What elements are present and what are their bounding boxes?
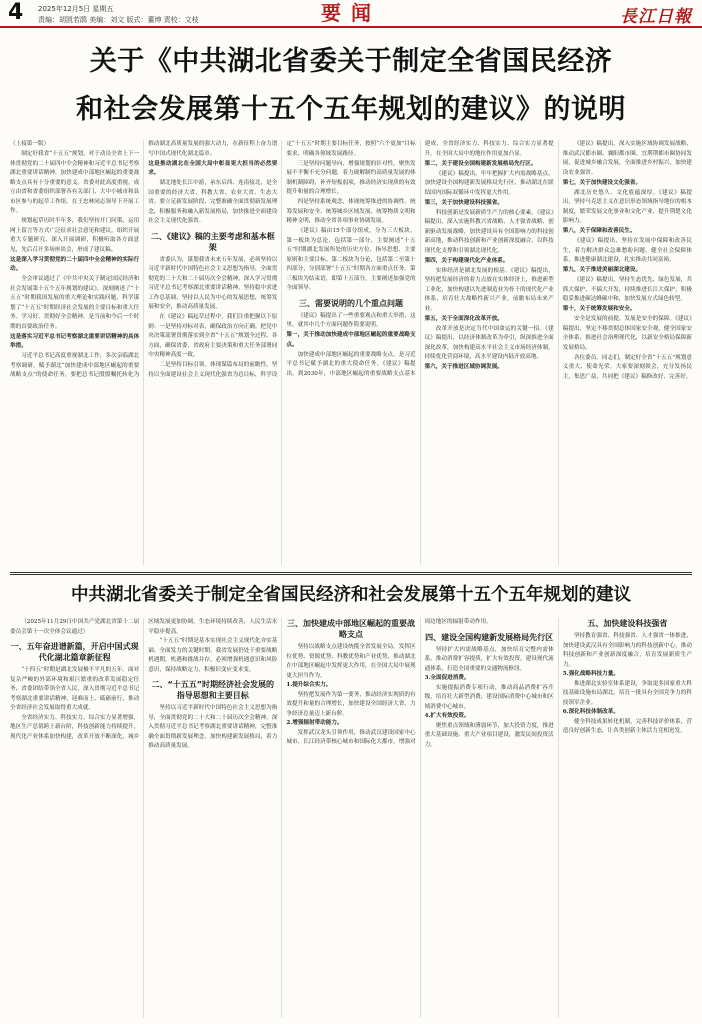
- section-heading: 四、建设全国构建新发展格局先行区: [425, 632, 554, 642]
- section-heading: 五、加快建设科技强省: [587, 619, 668, 628]
- bold-lead-paragraph: 第一，关于推动加快建成中部地区崛起的重要战略支点。: [286, 332, 416, 348]
- paragraph: “十四五”时期是湖北发展极不平凡的五年。面对复杂严峻的外部环境和艰巨繁重的改革发展稳定任务，省委团结带领全省人民，深入贯彻习近平总书记考察湖北重要讲话精神，迎难而上、砥砺前行，推动全省经济社会发展取得重大成就。: [10, 667, 140, 711]
- editor-line: 责编：胡凯若鹃 美编：刘文 版式：董坤 责校：文枝: [38, 16, 199, 24]
- paragraph: 科技创新是发展新质生产力的核心要素。《建议》稿提出，深入实施科教兴省战略、人才强省战略、创新驱动发展战略，加快建设具有全国影响力的科技创新高地，推动科技创新和产业创新深度融合，以科技现代化支撑和引领湖北现代化。: [424, 209, 554, 254]
- bold-lead-paragraph: 第七，关于加快建设文化强省。: [562, 179, 642, 186]
- paragraph: 坚持教育强省、科技强省、人才强省一体推进，加快建设武汉具有全国影响力的科技创新中心，推动科技创新和产业创新深度融合，培育发展新质生产力。: [562, 633, 692, 668]
- paragraph: 《建议》稿提出，深入实施区域协调发展战略，推动武汉都市圈、襄阳都市圈、宜荆荆都市圈协同发展，促进城乡融合发展，全面推进乡村振兴，加快建设农业强省。: [562, 141, 692, 176]
- bold-lead-paragraph: 这是深入学习贯彻党的二十届四中全会精神的实际行动。: [10, 256, 140, 272]
- headline-line-2: 和社会发展第十五个五年规划的建议》的说明: [76, 94, 626, 125]
- paragraph: 《建议》稿提出，坚持生态优先、绿色发展，共抓大保护、不搞大开发，持续推进长江大保护，积极稳妥推进碳达峰碳中和，加快发展方式绿色转型。: [562, 277, 692, 302]
- headline-line-1: 关于《中共湖北省委关于制定全省国民经济: [89, 46, 613, 77]
- headline: [0, 38, 702, 134]
- paragraph: 各位委员、同志们，制定好全省“十五五”规划意义重大、使命光荣。大家要深刻领会，充分发扬民主，集思广益，共同把《建议》稿修改好、完善好。: [562, 354, 692, 380]
- section-heading: 二、“十五五”时期经济社会发展的指导思想和主要目标: [151, 680, 275, 700]
- section-heading: 一、五年奋进谱新篇，开启中国式现代化湖北篇章新征程: [10, 642, 139, 662]
- paragraph: 安全是发展的前提，发展是安全的保障。《建议》稿提出，坚定不移贯彻总体国家安全观，健全国家安全体系，推进社会治理现代化，以新安全格局保障新发展格局。: [562, 316, 692, 351]
- paragraph: “十五五”时期是基本实现社会主义现代化夯实基础、全面发力的关键时期。我省发展仍处于重要战略机遇期，机遇和挑战并存，必须增强机遇意识和风险意识，保持战略定力，积极识变应变求变。: [148, 638, 278, 673]
- section-heading: 三、加快建成中部地区崛起的重要战略支点: [286, 619, 415, 639]
- bold-lead-paragraph: 3.全面促进消费。: [424, 675, 470, 681]
- bold-lead-paragraph: 第八，关于保障和改善民生。: [562, 228, 636, 234]
- bold-lead-paragraph: 第三，关于加快建设科技强省。: [424, 199, 503, 206]
- paragraph: 湖北历史悠久、文化底蕴深厚。《建议》稿提出，坚持马克思主义在意识形态领域指导地位的根本制度，繁荣发展文化事业和文化产业，提升荆楚文化影响力。: [562, 189, 692, 224]
- bold-lead-paragraph: 第六，关于推进区域协调发展。: [424, 364, 503, 370]
- paragraph: 发挥武汉龙头引领作用，推动武汉建设国家中心城市、长江经济带核心城市和国际化大都市，增强对周边地区的辐射带动作用。: [286, 619, 492, 745]
- paragraph: 改革开放是决定当代中国命运的关键一招。《建议》稿提出，以经济体制改革为牵引，纵深推进全面深化改革，加快构建高水平社会主义市场经济体制，持续优化营商环境，高水平建设内陆开放高地。: [424, 325, 554, 360]
- paragraph: 四是坚持系统观念，体现统筹推进的协调性。统筹发展和安全、统筹城乡区域发展、统筹物质文明和精神文明，推动全省各项事业协调发展。: [286, 199, 416, 224]
- bold-lead-paragraph: 1.提升综合实力。: [286, 682, 332, 688]
- section-heading: 二、《建议》稿的主要考虑和基本框架: [150, 231, 275, 252]
- bold-lead-paragraph: 第五，关于全面深化改革开放。: [424, 315, 503, 322]
- document-body: [10, 618, 692, 1018]
- paragraph: 实体经济是湖北发展的根基。《建议》稿提出，坚持把发展经济的着力点放在实体经济上，推进新型工业化，加快构建以先进制造业为骨干的现代化产业体系，培育壮大战略性新兴产业，前瞻布局未来产业。: [424, 267, 554, 312]
- paragraph: 《建议》稿提出了一些重要观点和重大举措，这里，就其中几个方面问题作简要说明。: [286, 312, 416, 328]
- paragraph: 推进湖北实验室体系建设，争取更多国家重大科技基础设施布局湖北，培育一批具有全国竞争力的科技领军企业。: [562, 680, 692, 706]
- bold-lead-paragraph: 这是推动湖北在全国大局中彰显更大担当的必然要求。: [148, 160, 278, 176]
- paragraph: 《建议》稿提出，牢牢把握扩大内需战略基点，加快建设全国构建新发展格局先行区，推动湖北在联结国内国际双循环中发挥更大作用。: [424, 170, 554, 196]
- bold-lead-paragraph: 4.扩大有效投资。: [424, 713, 470, 719]
- paragraph: 在《建议》稿起草过程中，我们注重把握以下原则：一是坚持对标对表，确保政治方向正确。把党中央决策部署贯彻落实到全省“十五五”规划全过程、各方面，确保省委、省政府主要决策和重大任务部署同中央精神高度一致。: [148, 314, 278, 358]
- paragraph: 湖北地处长江中游，承东启西、连南接北，是全国重要的经济大省、科教大省、农业大省、生态大省。要立足新发展阶段，完整准确全面贯彻新发展理念，积极服务和融入新发展格局，加快推进全面建设社会主义现代化强省。: [148, 180, 278, 224]
- newspaper-logo: 長江日報: [620, 7, 692, 27]
- paragraph: 坚持以战略支点建设统揽全省发展全局，发挥区位优势、资源优势、科教优势和产业优势，推动湖北在中部地区崛起中发挥更大作用，在全国大局中展现更大担当作为。: [286, 644, 416, 679]
- paragraph: 三是坚持问题导向，增强规划的针对性。聚焦发展不平衡不充分问题，着力破解制约高质量发展的体制机制障碍，补齐短板弱项，推动经济实现质的有效提升和量的合理增长。: [286, 160, 416, 195]
- date-line: 2025年12月5日 星期五: [38, 5, 114, 13]
- paragraph: 聚焦重点领域和薄弱环节，加大投资力度，推进重大基础设施、重大产业项目建设，激发民间投资活力。: [424, 722, 554, 748]
- paragraph: 习近平总书记高度重视湖北工作，多次亲临湖北考察调研，赋予湖北“加快建成中部地区崛起的重要战略支点”的使命任务。要把总书记殷殷嘱托转化为推动湖北高质量发展的强大动力，在新征程上奋力谱写中国式现代化湖北篇章。: [10, 141, 278, 378]
- bold-lead-paragraph: 6.深化科技体制改革。: [562, 709, 619, 715]
- paragraph: 坚持把发展作为第一要务，推动经济实现质的有效提升和量的合理增长，加快建设全国经济大省，力争经济总量迈上新台阶。: [286, 691, 416, 717]
- bold-lead-paragraph: 2.增强辐射带动能力。: [286, 720, 343, 726]
- paragraph: 《建议》稿提出，坚持在发展中保障和改善民生，着力解决群众急难愁盼问题，健全社会保障体系，推进健康湖北建设，扎实推动共同富裕。: [562, 238, 692, 263]
- paragraph: （2025年11月29日中国共产党湖北省第十二届委员会第十一次全体会议通过）: [10, 619, 140, 635]
- bold-lead-paragraph: 第二，关于建设全国构建新发展格局先行区。: [424, 160, 537, 167]
- bold-lead-paragraph: 5.强化战略科技力量。: [562, 671, 619, 677]
- bold-lead-paragraph: 第四，关于构建现代化产业体系。: [424, 257, 509, 264]
- section-heading: 三、需要说明的几个重点问题: [298, 298, 403, 308]
- paragraph: 实施提振消费专项行动，推动商品消费扩容升级，培育壮大新型消费，建设国际消费中心城市和区域消费中心城市。: [424, 684, 554, 710]
- paragraph: 二是坚持目标引领，体现谋篇布局的前瞻性。坚持以全面建设社会主义现代化强省为总目标，科学设定“十五五”时期主要目标任务，按照“六个更加”目标要求，明确各领域发展路径。: [148, 141, 416, 378]
- article-body: [10, 140, 692, 565]
- paragraph: 坚持扩大内需战略基点，加快培育完整内需体系，推动消费扩容提质，扩大有效投资，建设现代流通体系，打造全国重要的交通物流枢纽。: [424, 646, 554, 672]
- masthead: [0, 0, 702, 28]
- paragraph: 健全科技成果转化机制，完善科技评价体系，营造良好创新生态，让各类创新主体活力竞相迸发。: [562, 718, 692, 734]
- paragraph: 《建议》稿由15个部分组成，分为三大板块。第一板块为总论，包括第一部分，主要阐述“十五五”时期湖北发展所处的历史方位、指导思想、主要原则和主要目标。第二板块为分论，包括第二至第十四部分，分别部署“十五五”时期各方面重点任务。第三板块为结束语，即第十五部分，主要阐述加强党的全面领导。: [286, 228, 416, 291]
- paragraph: 规划起草历时半年多，我们坚持开门问策，运用网上留言等方式广泛征求社会意见和建议，组织开展重大专题研究，深入开展调研，积极听取各方面意见，先后召开多场座谈会，形成了建议稿。: [10, 218, 140, 253]
- document-title: 中共湖北省委关于制定全省国民经济和社会发展第十五个五年规划的建议: [71, 585, 631, 605]
- paragraph: 坚持以习近平新时代中国特色社会主义思想为指导，全面贯彻党的二十大和二十届历次全会精神，深入贯彻习近平总书记考察湖北重要讲话精神，完整准确全面贯彻新发展理念，加快构建新发展格局，着力推动高质量发展。: [148, 705, 278, 749]
- bold-lead-paragraph: 这是落实习近平总书记考察湖北重要讲话精神的具体举措。: [10, 333, 140, 349]
- section-divider: [10, 572, 692, 575]
- bold-lead-paragraph: 第十，关于统筹发展和安全。: [562, 306, 636, 312]
- paragraph: 制定好我省“十五五”规划，对于动员全省上下一体贯彻党的二十届四中全会精神和习近平总书记考察湖北重要讲话精神，加快建成中部地区崛起的重要战略支点具有十分重要的意义。省委对此高度重视，成立由省和省委组织部署各有关部门、大中小城市和县市区参与的起草工作组，在王忠林同志领导下开展工作。: [10, 151, 140, 214]
- paragraph: 加快建成中部地区崛起的重要战略支点，是习近平总书记赋予湖北的重大使命任务。《建议》稿提出，到2030年，中部地区崛起的重要战略支点基本建成，全省经济实力、科技实力、综合实力显著提升，在全国大局中的地位作用更加凸显。: [286, 141, 554, 377]
- paragraph: （上接第一版）: [10, 141, 50, 147]
- bold-lead-paragraph: 第九，关于推进美丽湖北建设。: [562, 267, 642, 273]
- paragraph: 省委认为，谋划我省未来五年发展，必须坚持以习近平新时代中国特色社会主义思想为指导，全面贯彻党的二十大和二十届历次全会精神，深入学习贯彻习近平总书记考察湖北重要讲话精神，坚持稳中求进工作总基调，坚持以人民为中心的发展思想，统筹发展和安全，推动高质量发展。: [148, 256, 278, 310]
- page-number: 4: [8, 0, 24, 25]
- section-title: 要闻: [321, 1, 381, 25]
- paragraph: 全会审议通过了《中共中央关于制定国民经济和社会发展第十五个五年规划的建议》，深刻阐述了“十五五”时期我国发展的重大理论和实践问题，科学谋划了“十五五”时期经济社会发展的主要目标和重大任务。学习好、贯彻好全会精神，是当前和今后一个时期的首要政治任务。: [10, 276, 140, 330]
- paragraph: 全省经济实力、科技实力、综合实力显著增强，地区生产总值跨上新台阶，科技创新能力持续提升，现代化产业体系加快构建，改革开放不断深化，城乡区域发展更加协调，生态环境持续改善，人民生活水平稳步提高。: [10, 619, 278, 740]
